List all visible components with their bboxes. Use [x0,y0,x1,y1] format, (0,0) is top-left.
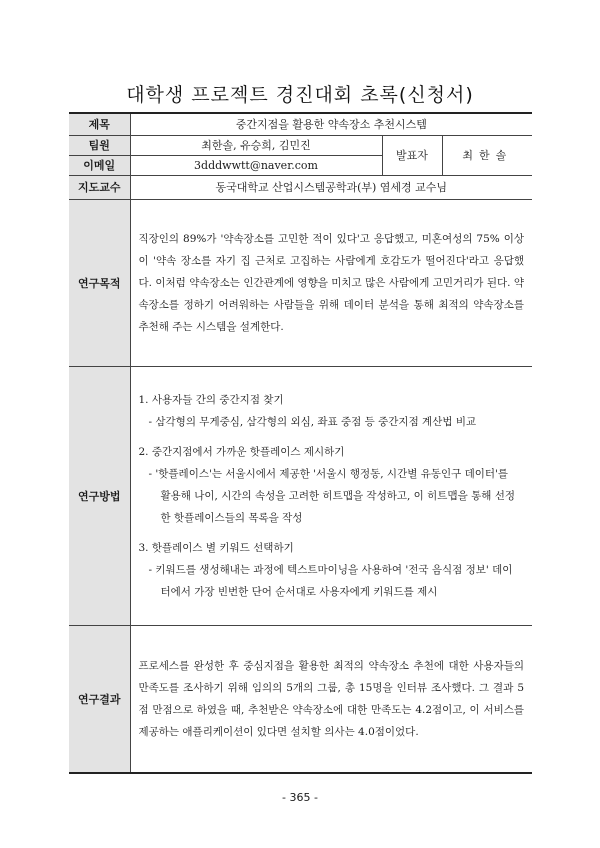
team-row [69,135,532,155]
page-number: - 365 - [282,791,318,804]
method-cell [130,366,532,625]
subject-value: 중간지점을 활용한 약속장소 추천시스템 [130,113,532,135]
purpose-cell [130,199,532,366]
subject-label: 제목 [69,113,130,135]
team-label: 팀원 [69,135,130,155]
method-step-2: 2. 중간지점에서 가까운 핫플레이스 제시하기 [138,445,345,458]
method-step-2-item-line1: - '핫플레이스'는 서울시에서 제공한 '서울시 행정동, 시간별 유동인구 데이터'를 [148,467,509,480]
method-content [131,389,533,603]
presenter-label: 발표자 [382,135,442,175]
team-value: 최한솔, 유승희, 김민진 [130,135,382,155]
method-step-3: 3. 핫플레이스 별 키워드 선택하기 [138,541,294,554]
presenter-value: 최한솔 [442,135,532,175]
advisor-value: 동국대학교 산업시스템공학과(부) 염세경 교수님 [130,175,532,199]
method-step-2-item-line3: 한 핫플레이스들의 목록을 작성 [160,511,303,524]
purpose-label: 연구목적 [69,199,130,366]
advisor-row [69,175,532,199]
method-step-2-item-line2: 활용해 나이, 시간의 속성을 고려한 히트맵을 작성하고, 이 히트맵을 통해 선정 [160,489,515,502]
document-title: 대학생 프로젝트 경진대회 초록(신청서) [126,84,474,106]
method-step-1-item: - 삼각형의 무게중심, 삼각형의 외심, 좌표 중점 등 중간지점 계산법 비교 [148,415,477,428]
method-step-3-item-line2: 터에서 가장 빈번한 단어 순서대로 사용자에게 키워드를 제시 [160,585,438,598]
email-label: 이메일 [69,155,130,175]
result-row [69,625,532,773]
method-step-1: 1. 사용자들 간의 중간지점 찾기 [138,393,284,406]
method-row [69,366,532,625]
result-cell [130,625,532,773]
subject-row [69,113,532,135]
email-value: 3dddwwtt@naver.com [130,155,382,175]
result-label: 연구결과 [69,625,130,773]
result-text: 프로세스를 완성한 후 중심지점을 활용한 최적의 약속장소 추천에 대한 사용자들의 만족도를 조사하기 위해 임의의 5개의 그룹, 총 15명을 인터뷰 조사했다. 그 결과 5점 만점으로 하였을 때, 추천받은 약속장소에 대한 만족도는 4.2점이고, 이 서비스를 제공하는 애플리케이션이 있다면 설치할 의사는 4.0점이었다. [138,659,525,738]
purpose-text: 직장인의 89%가 '약속장소를 고민한 적이 있다'고 응답했고, 미혼여성의 75% 이상이 '약속 장소를 자기 집 근처로 고집하는 사람에게 호감도가 떨어진다'라고 응답했다. 이처럼 약속장소는 인간관계에 영향을 미치고 많은 사람에게 고민거리가 된다. 약속장소를 정하기 어려워하는 사람들을 위해 데이터 분석을 통해 최적의 약속장소를 추천해 주는 시스템을 설계한다. [138,232,525,333]
abstract-form-table [69,112,532,774]
purpose-row [69,199,532,366]
method-step-3-item-line1: - 키워드를 생성해내는 과정에 텍스트마이닝을 사용하여 '전국 음식점 정보' 데이 [148,563,513,576]
advisor-label: 지도교수 [69,175,130,199]
method-label: 연구방법 [69,366,130,625]
